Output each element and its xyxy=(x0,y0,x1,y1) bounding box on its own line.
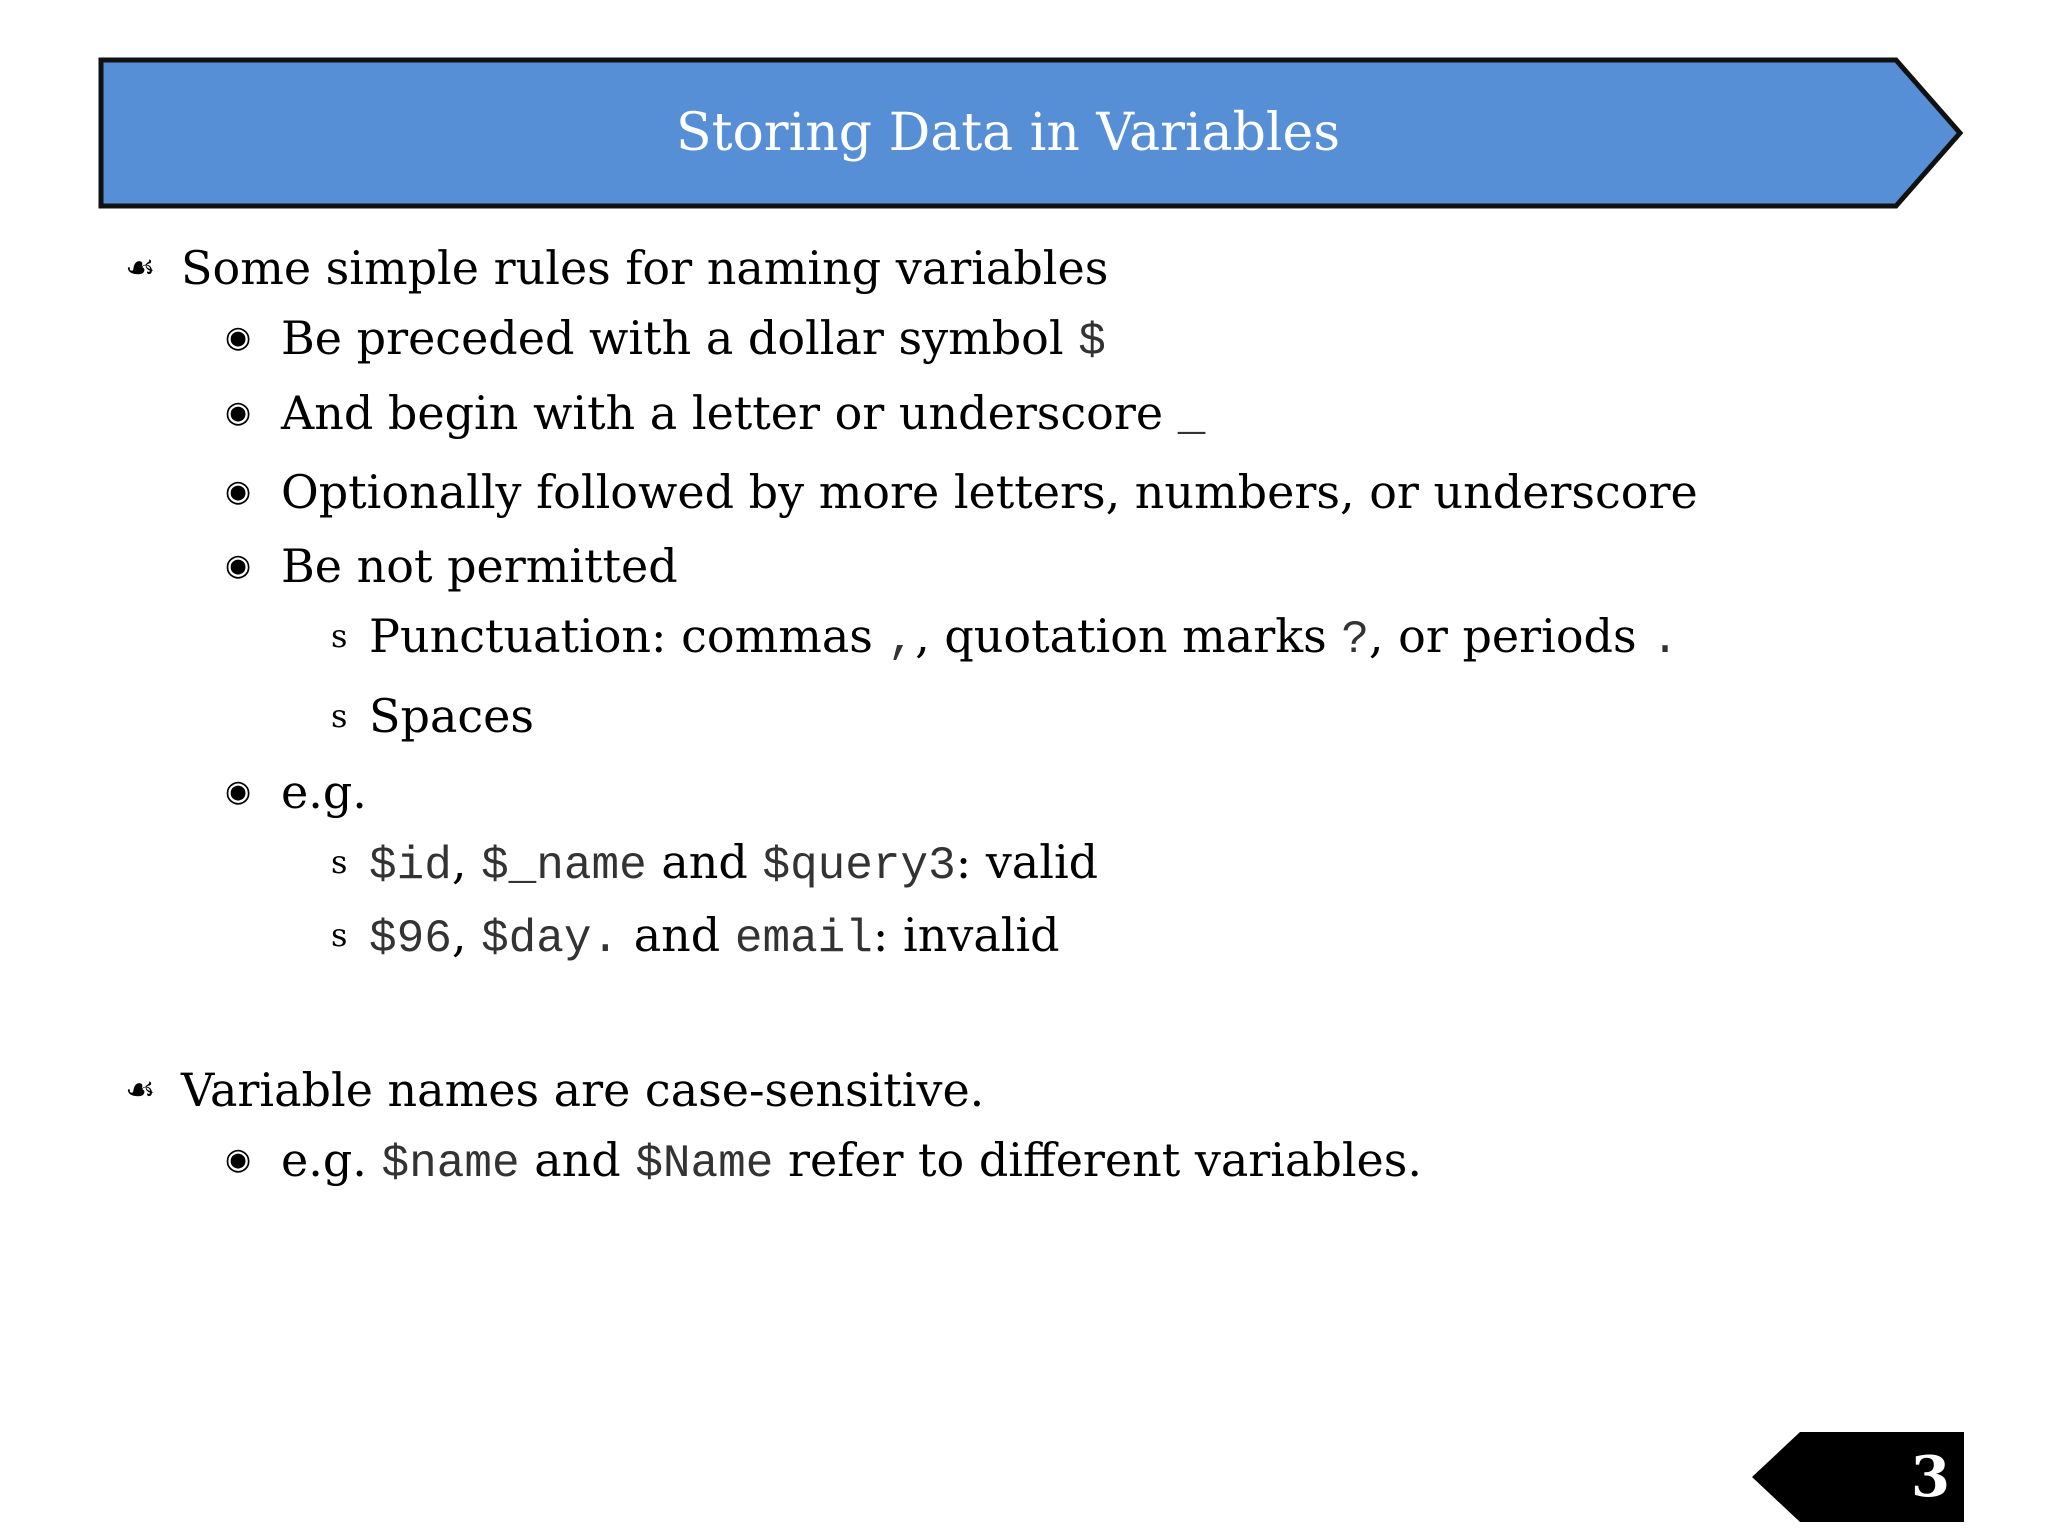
ring-bullet-icon: ◉ xyxy=(225,774,252,809)
case-tail: refer to different variables. xyxy=(773,1133,1423,1187)
s-bullet-icon: s xyxy=(331,843,348,881)
code-96: $96 xyxy=(369,913,452,965)
code-id: $id xyxy=(369,840,452,892)
case-heading-text: Variable names are case-sensitive. xyxy=(181,1063,985,1117)
valid-sep-2: and xyxy=(646,835,763,889)
pen-nib-icon: ☙ xyxy=(125,248,156,288)
page-number-tag xyxy=(1752,1432,1964,1522)
not-permitted-text: Be not permitted xyxy=(281,539,678,593)
code-name: $_name xyxy=(481,840,647,892)
invalid-sep-1: , xyxy=(451,908,482,962)
ring-bullet-icon: ◉ xyxy=(225,548,252,583)
valid-sep-1: , xyxy=(451,835,482,889)
rule-dollar-text: Be preceded with a dollar symbol xyxy=(281,311,1079,365)
pen-nib-icon: ☙ xyxy=(125,1070,156,1110)
ring-bullet-icon: ◉ xyxy=(225,395,252,430)
eg-text: e.g. xyxy=(281,765,367,819)
ring-bullet-icon: ◉ xyxy=(225,320,252,355)
rule-begin-text: And begin with a letter or underscore xyxy=(281,386,1178,440)
rule-followed-text: Optionally followed by more letters, numbers, or underscore xyxy=(281,465,1698,519)
code-email: email xyxy=(734,913,873,965)
code-comma: , xyxy=(887,614,916,666)
valid-label: : valid xyxy=(955,835,1099,889)
code-day: $day. xyxy=(481,913,620,965)
rules-heading-text: Some simple rules for naming variables xyxy=(181,241,1109,295)
code-query3: $query3 xyxy=(762,840,956,892)
invalid-label: : invalid xyxy=(872,908,1060,962)
s-bullet-icon: s xyxy=(331,617,348,655)
punct-text-3: , or periods xyxy=(1368,609,1652,663)
s-bullet-icon: s xyxy=(331,916,348,954)
invalid-sep-2: and xyxy=(619,908,735,962)
case-eg-label: e.g. xyxy=(281,1133,382,1187)
code-lower-name: $name xyxy=(381,1138,520,1190)
ring-bullet-icon: ◉ xyxy=(225,1142,252,1177)
code-upper-name: $Name xyxy=(635,1138,774,1190)
page-number: 3 xyxy=(1911,1444,1950,1510)
s-bullet-icon: s xyxy=(331,697,348,735)
code-period: . xyxy=(1651,614,1679,666)
punct-text-1: Punctuation: commas xyxy=(369,609,888,663)
ring-bullet-icon: ◉ xyxy=(225,474,252,509)
punct-text-2: , quotation marks xyxy=(915,609,1342,663)
code-underscore: _ xyxy=(1177,391,1206,443)
title-banner xyxy=(98,57,1964,209)
spaces-text: Spaces xyxy=(369,689,534,743)
code-question: ? xyxy=(1341,614,1369,666)
case-sep: and xyxy=(519,1133,636,1187)
slide-title: Storing Data in Variables xyxy=(675,103,1341,163)
code-dollar: $ xyxy=(1078,316,1106,368)
